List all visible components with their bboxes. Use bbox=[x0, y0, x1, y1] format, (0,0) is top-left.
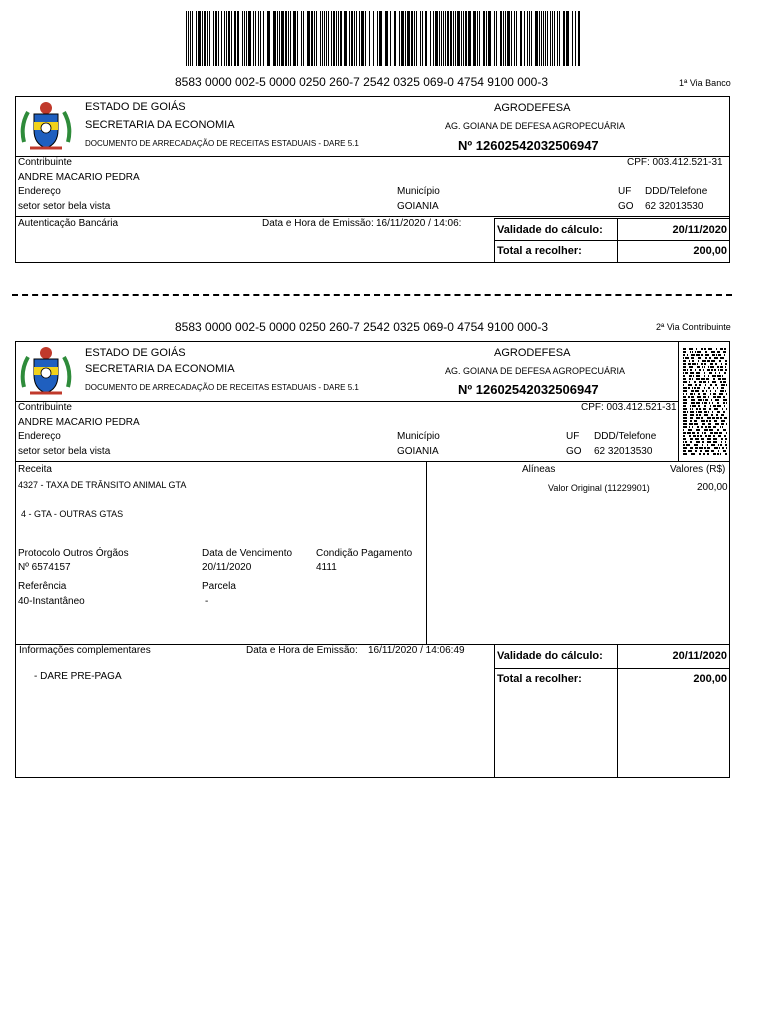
total-value: 200,00 bbox=[693, 245, 727, 257]
municipio-label: Município bbox=[397, 431, 440, 442]
condicao-value: 4111 bbox=[316, 562, 337, 573]
alineas-label: Alíneas bbox=[522, 464, 556, 475]
receita-label: Receita bbox=[18, 464, 52, 475]
divider bbox=[617, 218, 618, 263]
agency-name: AGRODEFESA bbox=[494, 102, 571, 114]
condicao-label: Condição Pagamento bbox=[316, 548, 413, 559]
uf-value: GO bbox=[618, 201, 634, 212]
info-label: Informações complementares bbox=[19, 645, 151, 656]
valor-original-value: 200,00 bbox=[697, 482, 728, 493]
uf-label: UF bbox=[618, 186, 632, 197]
divider bbox=[426, 461, 427, 644]
valor-original-label: Valor Original (11229901) bbox=[548, 483, 650, 493]
valores-label: Valores (R$) bbox=[670, 464, 726, 475]
endereco-label: Endereço bbox=[18, 186, 61, 197]
total-value: 200,00 bbox=[693, 673, 727, 685]
document-title: DOCUMENTO DE ARRECADAÇÃO DE RECEITAS ESTADUAIS - DARE 5.1 bbox=[85, 139, 359, 148]
contributor-name: ANDRE MACARIO PEDRA bbox=[18, 417, 140, 428]
validade-value: 20/11/2020 bbox=[672, 650, 727, 662]
agency-full-name: AG. GOIANA DE DEFESA AGROPECUÁRIA bbox=[445, 121, 626, 131]
via-label: 1ª Via Banco bbox=[679, 78, 731, 88]
cut-line bbox=[12, 294, 732, 296]
cpf-value: CPF: 003.412.521-31 bbox=[581, 402, 677, 413]
divider bbox=[678, 341, 679, 461]
divider bbox=[15, 156, 730, 157]
barcode-digit-line: 8583 0000 002-5 0000 0250 260-7 2542 0325 069-0 4754 9100 000-3 bbox=[175, 320, 549, 334]
protocolo-label: Protocolo Outros Órgãos bbox=[18, 548, 129, 559]
phone-label: DDD/Telefone bbox=[645, 186, 708, 197]
vencimento-value: 20/11/2020 bbox=[202, 562, 252, 573]
total-label: Total a recolher: bbox=[497, 245, 582, 257]
emissao-value: 16/11/2020 / 14:06:49 bbox=[368, 645, 465, 656]
uf-label: UF bbox=[566, 431, 580, 442]
divider bbox=[494, 668, 730, 669]
parcela-value: - bbox=[205, 596, 209, 607]
address-value: setor setor bela vista bbox=[18, 201, 111, 212]
emissao-label: Data e Hora de Emissão: bbox=[246, 645, 358, 656]
divider bbox=[15, 401, 678, 402]
uf-value: GO bbox=[566, 446, 582, 457]
referencia-value: 40-Instantâneo bbox=[18, 596, 85, 607]
barcode-2d bbox=[683, 348, 727, 456]
city-value: GOIANIA bbox=[397, 446, 439, 457]
autenticacao-label: Autenticação Bancária bbox=[18, 218, 119, 229]
contributor-name: ANDRE MACARIO PEDRA bbox=[18, 172, 140, 183]
contribuinte-label: Contribuinte bbox=[18, 157, 72, 168]
agency-full-name: AG. GOIANA DE DEFESA AGROPECUÁRIA bbox=[445, 366, 626, 376]
referencia-label: Referência bbox=[18, 581, 67, 592]
gta-line: 4 - GTA - OUTRAS GTAS bbox=[21, 509, 124, 519]
divider bbox=[617, 644, 618, 778]
parcela-label: Parcela bbox=[202, 581, 236, 592]
secretaria-name: SECRETARIA DA ECONOMIA bbox=[85, 363, 235, 375]
divider bbox=[494, 644, 495, 778]
city-value: GOIANIA bbox=[397, 201, 439, 212]
validade-label: Validade do cálculo: bbox=[497, 224, 603, 236]
phone-value: 62 32013530 bbox=[594, 446, 653, 457]
protocolo-value: Nº 6574157 bbox=[18, 562, 71, 573]
barcode bbox=[186, 11, 580, 66]
vencimento-label: Data de Vencimento bbox=[202, 548, 293, 559]
validade-label: Validade do cálculo: bbox=[497, 650, 603, 662]
document-number: Nº 12602542032506947 bbox=[458, 138, 599, 153]
total-label: Total a recolher: bbox=[497, 673, 582, 685]
validade-value: 20/11/2020 bbox=[672, 224, 727, 236]
divider bbox=[494, 240, 730, 241]
divider bbox=[15, 461, 730, 462]
document-number: Nº 12602542032506947 bbox=[458, 382, 599, 397]
state-seal-icon bbox=[18, 98, 74, 154]
emissao-label: Data e Hora de Emissão: bbox=[262, 218, 374, 229]
receita-value: 4327 - TAXA DE TRÂNSITO ANIMAL GTA bbox=[18, 480, 187, 490]
divider bbox=[15, 216, 730, 217]
cpf-value: CPF: 003.412.521-31 bbox=[627, 157, 723, 168]
address-value: setor setor bela vista bbox=[18, 446, 111, 457]
document-title: DOCUMENTO DE ARRECADAÇÃO DE RECEITAS ESTADUAIS - DARE 5.1 bbox=[85, 383, 359, 392]
agency-name: AGRODEFESA bbox=[494, 347, 571, 359]
secretaria-name: SECRETARIA DA ECONOMIA bbox=[85, 119, 235, 131]
endereco-label: Endereço bbox=[18, 431, 61, 442]
contribuinte-label: Contribuinte bbox=[18, 402, 72, 413]
phone-value: 62 32013530 bbox=[645, 201, 704, 212]
info-value: - DARE PRE-PAGA bbox=[34, 671, 122, 682]
phone-label: DDD/Telefone bbox=[594, 431, 657, 442]
municipio-label: Município bbox=[397, 186, 440, 197]
barcode-digit-line: 8583 0000 002-5 0000 0250 260-7 2542 0325 069-0 4754 9100 000-3 bbox=[175, 75, 549, 89]
state-seal-icon bbox=[18, 343, 74, 399]
state-name: ESTADO DE GOIÁS bbox=[85, 347, 186, 359]
state-name: ESTADO DE GOIÁS bbox=[85, 101, 186, 113]
emissao-value: 16/11/2020 / 14:06: bbox=[376, 218, 462, 229]
via-label: 2ª Via Contribuinte bbox=[656, 322, 731, 332]
